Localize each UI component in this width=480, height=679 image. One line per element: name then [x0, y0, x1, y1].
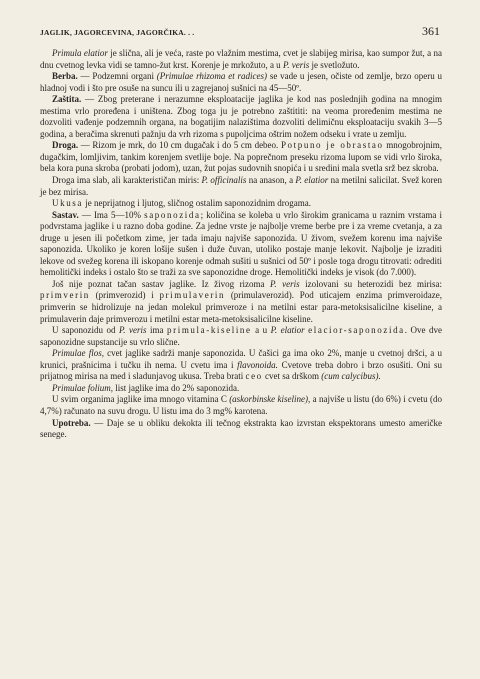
- latin-term: (Primulae rhizoma et radices): [156, 71, 268, 82]
- species-name: P. officinalis: [201, 175, 247, 186]
- text-span: — Daje se u obliku dekokta ili tečnog ekstrakta kao izvrstan ekspektorans umesto američke senege.: [40, 417, 442, 440]
- spaced-text: primverin: [40, 290, 90, 301]
- paragraph-ukus: [40, 198, 442, 210]
- paragraph-upotreba: [40, 418, 442, 441]
- text-span: — Ima 5—10%: [78, 209, 145, 220]
- section-heading-droga: Droga.: [52, 140, 79, 151]
- species-name: Primula elatior: [52, 48, 108, 58]
- species-name: P. elatior: [270, 325, 305, 336]
- spaced-text: ceo: [245, 371, 263, 382]
- species-name: P. veris: [270, 278, 300, 289]
- text-span: (primulaverozid). Pod uticajem enzima primveroidaze, primverin se hidrolizuje na jedan molekul primveroze i na metilni estar para-metoksisalicilne kiseline, a primulaverin daje primverozu i metilni estar meta-metoksisalicilne kiseline.: [40, 290, 442, 324]
- paragraph-primulae-folium: [40, 383, 442, 395]
- text-span: — Rizom je mrk, do 10 cm dugačak i do 5 cm debeo.: [78, 140, 281, 151]
- paragraph-miris: [40, 175, 442, 198]
- spaced-text: primula-kiseline: [167, 325, 252, 336]
- species-name: P. elatior: [295, 175, 329, 186]
- section-heading-zastita: Zaštita.: [52, 94, 82, 105]
- paragraph-vitamin-c: [40, 394, 442, 417]
- paragraph-berba: [40, 71, 442, 94]
- text-span: cvet sa drškom: [262, 371, 322, 382]
- page-number: 361: [422, 24, 440, 38]
- paragraph-sastav: [40, 210, 442, 279]
- text-span: na metilni salicilat. Svež koren je bez mirisa.: [40, 175, 443, 197]
- latin-term: (cum calycibus).: [321, 371, 381, 382]
- text-span: a u: [251, 325, 271, 336]
- spaced-text: Ukusa: [52, 198, 83, 209]
- spaced-text: saponozida: [144, 209, 201, 220]
- text-span: cvet jaglike sadrži manje saponozida. U čašici ga ima oko 2%, manje u cvetnoj dršci, a u krunici, prašnicima i tučku ih nema. U cvetu ima i: [40, 348, 443, 370]
- latin-term: Primulae folium,: [52, 382, 113, 393]
- text-span: ima: [146, 325, 168, 336]
- text-span: je neprijatnog i ljutog, sličnog ostalim saponozidnim drogama.: [83, 198, 311, 209]
- section-heading-berba: Berba.: [52, 71, 78, 82]
- paragraph-zastita: [40, 94, 442, 140]
- text-span: (primverozid) i: [89, 290, 160, 301]
- text-span: na anason, a: [246, 175, 296, 186]
- text-span: izolovani su heterozidi bez mirisa:: [299, 278, 443, 289]
- running-head: JAGLIK, JAGORCEVINA, JAGORČIKA. . .: [40, 28, 195, 37]
- text-span: Još nije poznat tačan sastav jaglike. Iz živog rizoma: [52, 278, 271, 289]
- text-span: je slična, ali je veća, raste po vlažnim mestima, cvet je slabijeg mirisa, kao sumpor žut, a na dnu cvetnog levka vidi se tamno-žut krst. Korenje je mrkožuto, a u: [40, 48, 443, 70]
- text-span: U saponozidu od: [52, 325, 119, 336]
- text-span: Droga ima slab, ali karakterističan miris:: [52, 175, 202, 186]
- text-span: mnogobrojnim, dugačkim, lomljivim, tankim korenjem svetlije boje. Na poprečnom preseku rizoma lupom se vidi vrlo široka, bela kora puna skroba (probati jodom), uzan, žut pojas sudovnih snopića i u sredini mala svetla srž bez skroba.: [40, 140, 443, 174]
- section-heading-upotreba: Upotreba.: [52, 417, 91, 428]
- text-span: a najviše u listu (do 6%) i cvetu (do 4,7%) računato na suvu drogu. U listu ima do 3 mg% karotena.: [40, 394, 442, 416]
- latin-term: Primulae flos,: [52, 348, 104, 359]
- text-span: Cvetove treba dobro i brzo osušiti. Oni su prijatnog mirisa na med i sladunjavog ukusa. Treba brati: [40, 359, 442, 382]
- spaced-text: primulaverin: [159, 290, 226, 301]
- text-span: list jaglike ima do 2% saponozida.: [113, 382, 240, 393]
- paragraph-heterozidi: [40, 279, 442, 325]
- spaced-text: Potpuno je obrastao: [280, 140, 384, 151]
- text-span: — Podzemni organi: [77, 71, 157, 82]
- text-span: je svetložuto.: [309, 59, 360, 70]
- text-span: ; količina se koleba u vrlo širokim granicama u raznim vrstama i podvrstama jaglike i u razno doba godine. Za jedne vrste je najbolje vreme berbe pre i za vreme cvetanja, a za druge u jesen ili početkom zime, jer tada imaju najviše saponozida. U živom, svežem korenu ima najviše saponozida. Ukoliko je koren lošije sušen i duže čuvan, utoliko postaje manje lekovit. Najbolje je izraditi lekove od svežeg korena ili iskopano korenje odmah sušiti u sušnici od 50º i posle toga drogu titrovati: odrediti hemolitički indeks i ostalo što se traži za sve saponozidne droge. Hemolitički indeks je visok (do 7.000).: [40, 209, 442, 278]
- spaced-text: elacior-saponozida: [308, 325, 405, 336]
- paragraph-droga: [40, 140, 442, 175]
- paragraph-primulae-flos: [40, 348, 442, 383]
- text-span: U svim organima jaglike ima mnogo vitamina C: [52, 394, 230, 405]
- text-span: — Zbog preterane i nerazumne eksploatacije jaglika je kod nas poslednjih godina na mnogim mestima vrlo proređena i uništena. Zbog toga ju je potrebno zaštititi: na veoma proređenim mestima ne dozvoliti vađenje podzemnih organa, na bogatijim nalazištima dozvoliti delimičnu eksploataciju svakih 3—5 godina, a beračima skrenuti pažnju da vrh rizoma s pupoljcima oštrim nožem odseku i vrate u zemlju.: [40, 94, 442, 139]
- text-span: se vade u jesen, očiste od zemlje, brzo operu u hladnoj vodi i što pre osuše na suncu ili u zagrejanoj sušnici na 45—50º.: [40, 71, 442, 93]
- species-name: P. veris: [118, 325, 147, 336]
- paragraph-primula-elatior: [40, 48, 442, 71]
- latin-term: (askorbinske kiseline),: [229, 394, 311, 405]
- latin-term: flavonoida.: [237, 359, 278, 370]
- section-heading-sastav: Sastav.: [52, 209, 79, 220]
- page-body: [40, 48, 442, 441]
- text-span: . Ove dve saponozidne supstancije su vrlo slične.: [40, 325, 442, 347]
- species-name: P. veris: [282, 59, 310, 70]
- paragraph-saponozidi: [40, 325, 442, 348]
